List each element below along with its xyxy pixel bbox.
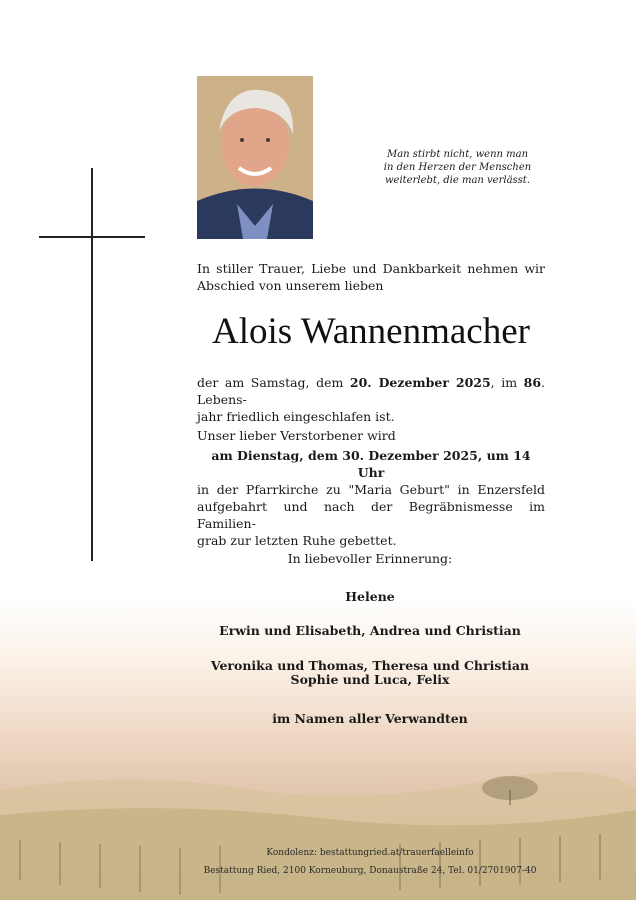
funeral-line: aufgebahrt und nach der Begräbnismesse im Familien- [197,499,545,531]
quote-line: in den Herzen der Menschen [383,162,532,173]
cross-horizontal-bar [39,236,145,238]
family-member: Veronika und Thomas, Theresa und Christian [210,658,530,673]
funeral-notice [197,427,545,549]
cross-vertical-bar [91,168,93,561]
quote-line: weiterlebt, die man verlässt. [384,175,530,186]
portrait-illustration [197,76,313,239]
portrait-photo [197,76,313,239]
intro-line: In stiller Trauer, Liebe und Dankbarkeit nehmen wir [197,261,545,276]
family-member: Helene [345,589,395,604]
family-member: Sophie und Luca, Felix [290,672,450,687]
death-line-1 [197,374,545,408]
quote-line: Man stirbt nicht, wenn man [386,149,529,160]
vineyard-illustration [0,760,636,900]
funeral-date [197,447,545,481]
death-text: . Lebens- [197,375,546,407]
death-text: der am Samstag, dem [197,375,350,390]
funeral-date-text: am Dienstag, dem 30. Dezember 2025, um 14 Uhr [211,448,531,480]
intro-text [197,260,545,294]
remembrance-heading: In liebevoller Erinnerung: [287,551,453,566]
funeral-line: grab zur letzten Ruhe gebettet. [197,533,397,548]
death-date: 20. Dezember 2025 [349,375,491,390]
funeral-line: in der Pfarrkirche zu "Maria Geburt" in Enzersfeld [197,482,545,497]
family-member: Erwin und Elisabeth, Andrea und Christian [219,623,521,638]
undertaker-info: Bestattung Ried, 2100 Korneuburg, Donaustraße 24, Tel. 01/2701907-40 [203,866,537,876]
death-text: , im [490,375,524,390]
funeral-line: Unser lieber Verstorbener wird [197,428,396,443]
death-age: 86 [523,375,542,390]
memorial-quote [370,148,545,187]
intro-line: Abschied von unserem lieben [197,278,384,293]
deceased-name: Alois Wannenmacher [212,311,530,352]
condolence-link[interactable]: Kondolenz: bestattungried.at/trauerfaelleinfo [266,848,474,858]
death-notice [197,374,545,425]
death-line-2: jahr friedlich eingeschlafen ist. [197,409,395,424]
family-relatives: im Namen aller Verwandten [272,711,468,726]
